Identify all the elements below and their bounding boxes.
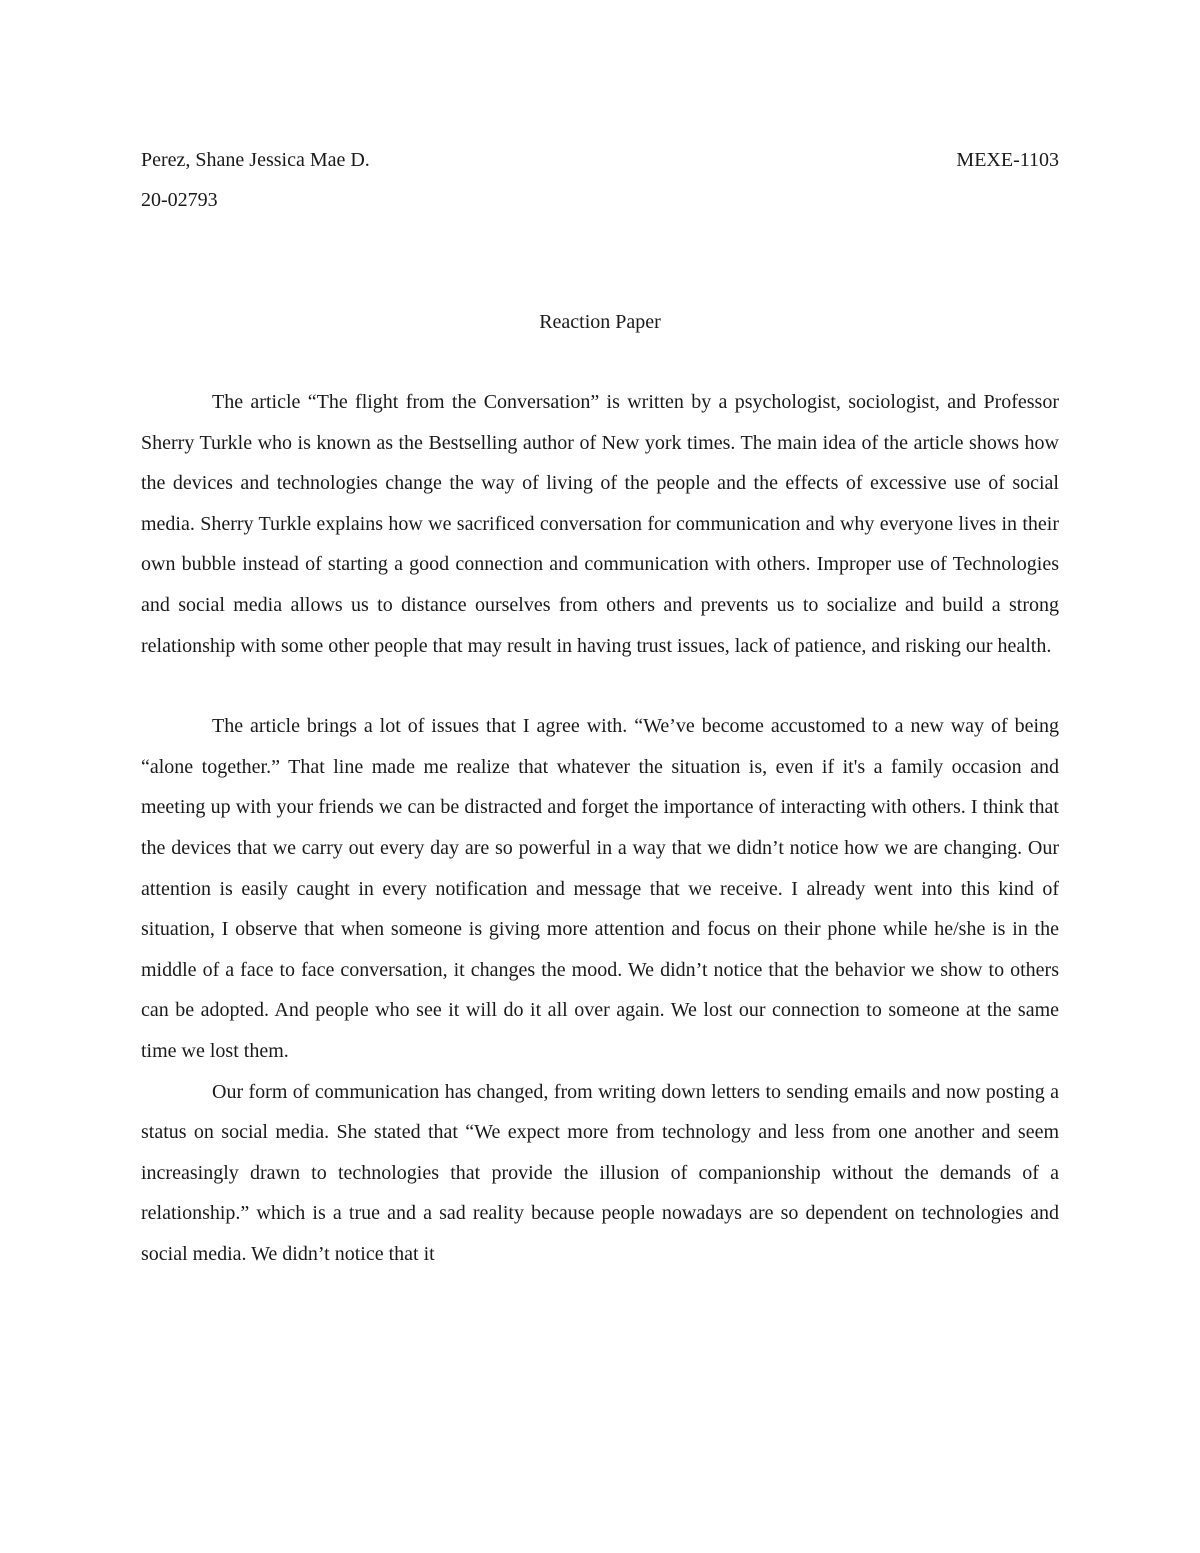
student-name: Perez, Shane Jessica Mae D. — [141, 149, 370, 171]
document-title: Reaction Paper — [539, 311, 661, 333]
student-id: 20-02793 — [141, 189, 218, 211]
paragraph-2: The article brings a lot of issues that I agree with. “We’ve become accustomed to a new way of being “alone together.” That line made me realize that whatever the situation is, even if it's a family occasion and meeting up with your friends we can be distracted and forget the importance of interacting with others. I think that the devices that we carry out every day are so powerful in a way that we didn’t notice how we are changing. Our attention is easily caught in every notification and message that we receive. I already went into this kind of situation, I observe that when someone is giving more attention and focus on their phone while he/she is in the middle of a face to face conversation, it changes the mood. We didn’t notice that the behavior we show to others can be adopted. And people who see it will do it all over again. We lost our connection to someone at the same time we lost them. — [141, 715, 1059, 1062]
header-row — [141, 140, 1059, 180]
paragraph-3: Our form of communication has changed, from writing down letters to sending emails and now posting a status on social media. She stated that “We expect more from technology and less from one another and seem increasingly drawn to technologies that provide the illusion of companionship without the demands of a relationship.” which is a true and a sad reality because people nowadays are so dependent on technologies and social media. We didn’t notice that it — [141, 1080, 1059, 1265]
document-body — [141, 140, 1059, 1274]
paragraph-1: The article “The flight from the Conversation” is written by a psychologist, sociologist, and Professor Sherry Turkle who is known as the Bestselling author of New york times. The main idea of the article shows how the devices and technologies change the way of living of the people and the effects of excessive use of social media. Sherry Turkle explains how we sacrificed conversation for communication and why everyone lives in their own bubble instead of starting a good connection and communication with others. Improper use of Technologies and social media allows us to distance ourselves from others and prevents us to socialize and build a strong relationship with some other people that may result in having trust issues, lack of patience, and risking our health. — [141, 391, 1059, 657]
course-code: MEXE-1103 — [956, 149, 1059, 171]
